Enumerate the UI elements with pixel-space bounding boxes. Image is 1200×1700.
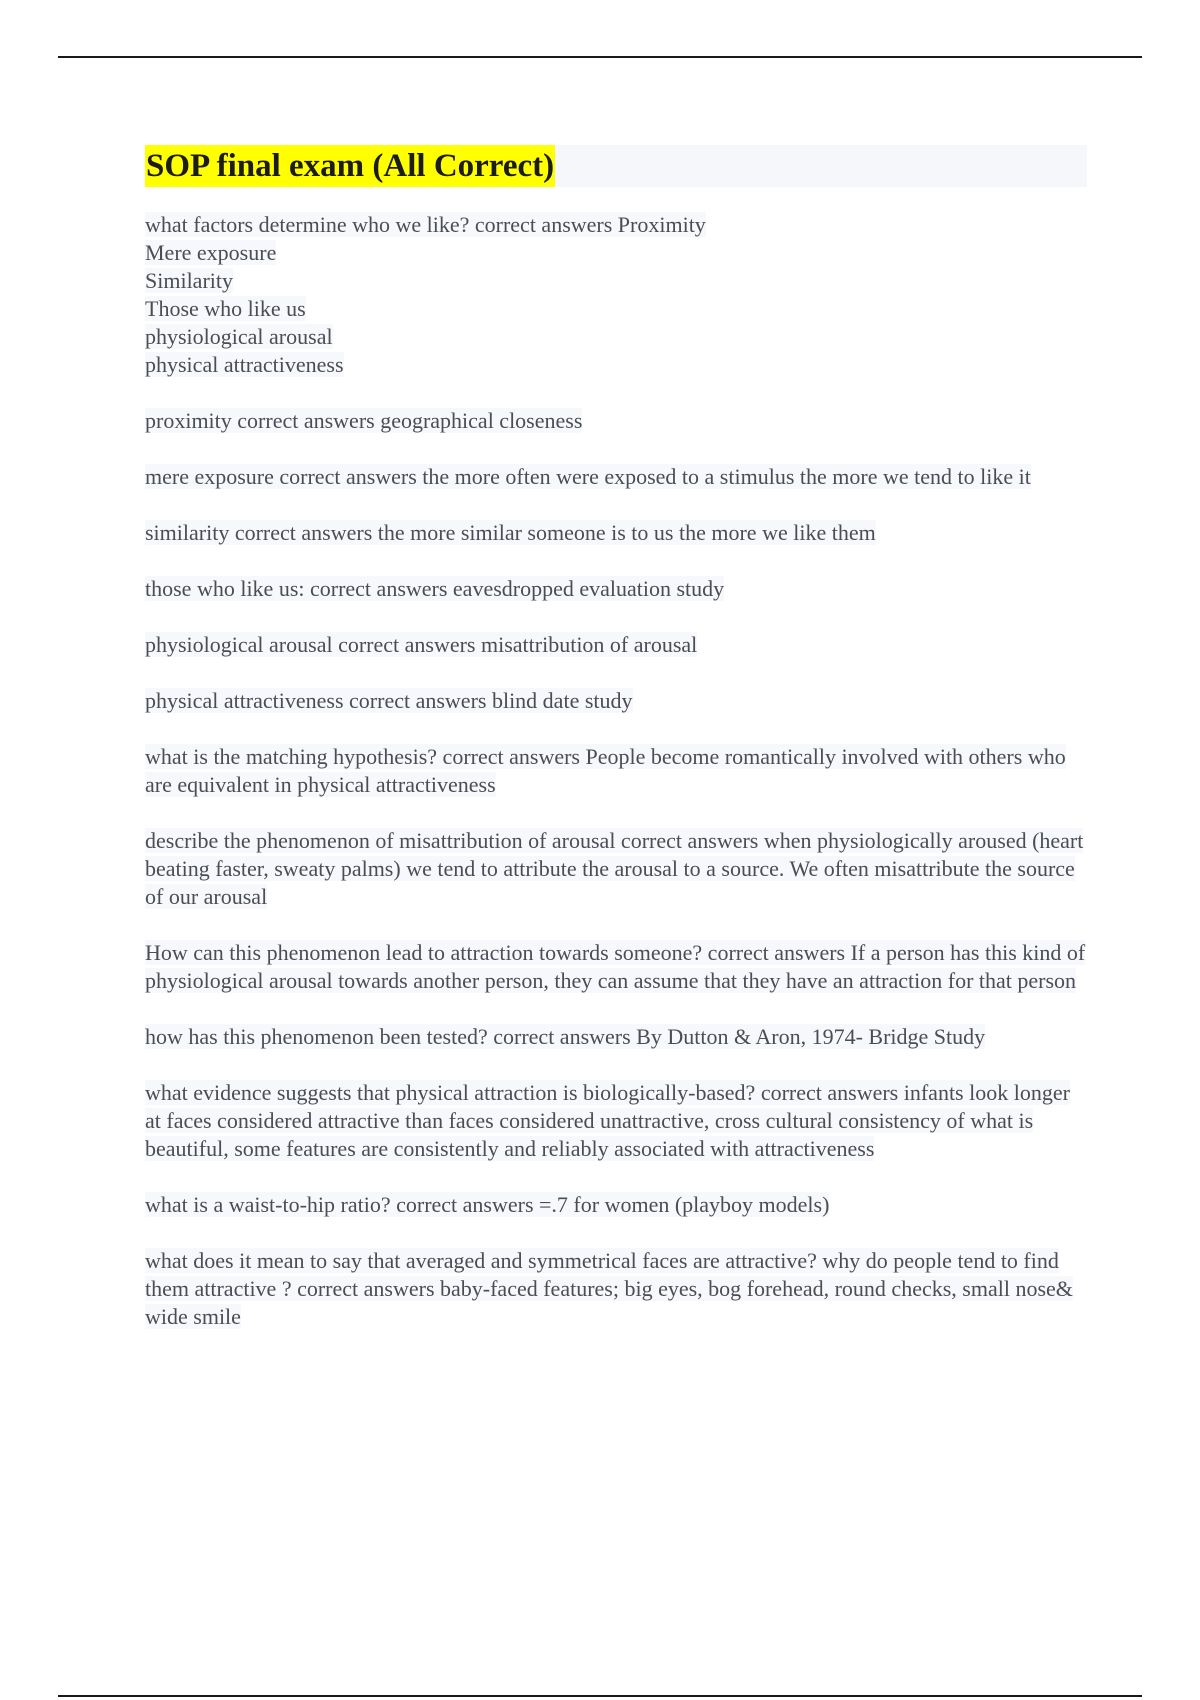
title-bar xyxy=(145,145,1087,187)
qa-entry xyxy=(145,1191,1087,1219)
qa-entry xyxy=(145,939,1087,995)
qa-entry xyxy=(145,1079,1087,1163)
qa-entry xyxy=(145,407,1087,435)
qa-text: what is a waist-to-hip ratio? correct answers =.7 for women (playboy models) xyxy=(145,1192,830,1217)
qa-entry xyxy=(145,1023,1087,1051)
qa-text: physical attractiveness correct answers blind date study xyxy=(145,688,633,713)
qa-text: proximity correct answers geographical closeness xyxy=(145,408,583,433)
qa-text: those who like us: correct answers eavesdropped evaluation study xyxy=(145,576,725,601)
qa-text: similarity correct answers the more similar someone is to us the more we like them xyxy=(145,520,876,545)
qa-entry xyxy=(145,519,1087,547)
qa-entry xyxy=(145,1247,1087,1331)
document-title: SOP final exam (All Correct) xyxy=(145,145,555,187)
qa-text: mere exposure correct answers the more often were exposed to a stimulus the more we tend to like it xyxy=(145,464,1031,489)
document-body xyxy=(145,145,1087,1359)
qa-text: How can this phenomenon lead to attraction towards someone? correct answers If a person has this kind of physiological arousal towards another person, they can assume that they have an attraction for that person xyxy=(145,940,1086,993)
qa-entry xyxy=(145,743,1087,799)
qa-text: physiological arousal correct answers misattribution of arousal xyxy=(145,632,698,657)
qa-text: what factors determine who we like? correct answers Proximity Mere exposure Similarity Those who like us physiological arousal physical attractiveness xyxy=(145,212,706,377)
qa-text: what is the matching hypothesis? correct answers People become romantically involved with others who are equivalent in physical attractiveness xyxy=(145,744,1066,797)
qa-text: what evidence suggests that physical attraction is biologically-based? correct answers infants look longer at faces considered attractive than faces considered unattractive, cross cultural consistency of what is beautiful, some features are consistently and reliably associated with attractiveness xyxy=(145,1080,1070,1161)
bottom-rule xyxy=(58,1695,1142,1697)
qa-entry xyxy=(145,211,1087,379)
qa-entry xyxy=(145,575,1087,603)
top-rule xyxy=(58,56,1142,58)
qa-text: what does it mean to say that averaged and symmetrical faces are attractive? why do people tend to find them attractive ? correct answers baby-faced features; big eyes, bog forehead, round checks, small nose& wide smile xyxy=(145,1248,1073,1329)
qa-entry xyxy=(145,687,1087,715)
qa-list xyxy=(145,211,1087,1331)
qa-text: how has this phenomenon been tested? correct answers By Dutton & Aron, 1974- Bridge Study xyxy=(145,1024,986,1049)
qa-entry xyxy=(145,463,1087,491)
qa-text: describe the phenomenon of misattribution of arousal correct answers when physiologically aroused (heart beating faster, sweaty palms) we tend to attribute the arousal to a source. We often misattribute the source of our arousal xyxy=(145,828,1084,909)
qa-entry xyxy=(145,631,1087,659)
qa-entry xyxy=(145,827,1087,911)
